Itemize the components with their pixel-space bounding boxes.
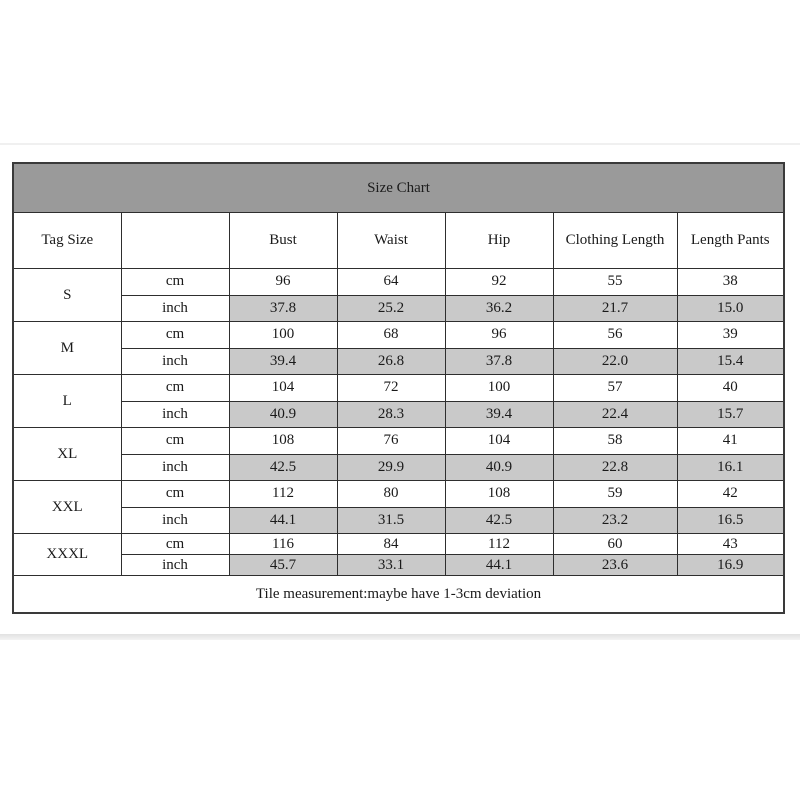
value-cell: 55: [553, 269, 677, 296]
value-cell: 22.0: [553, 348, 677, 375]
table-row-inch: [13, 454, 784, 481]
card-bottom-shadow: [0, 634, 800, 640]
value-cell: 15.7: [677, 401, 784, 428]
value-cell: 100: [229, 322, 337, 349]
value-cell: 76: [337, 428, 445, 455]
value-cell: 16.1: [677, 454, 784, 481]
tag-size-cell: XXL: [13, 481, 121, 534]
size-chart-table: [12, 162, 785, 614]
value-cell: 45.7: [229, 555, 337, 576]
value-cell: 28.3: [337, 401, 445, 428]
value-cell: 64: [337, 269, 445, 296]
table-row-cm: [13, 481, 784, 508]
unit-cell: cm: [121, 269, 229, 296]
value-cell: 42.5: [445, 507, 553, 534]
value-cell: 59: [553, 481, 677, 508]
header-tag-size: Tag Size: [13, 213, 121, 269]
value-cell: 39.4: [229, 348, 337, 375]
header-bust: Bust: [229, 213, 337, 269]
table-row-inch: [13, 555, 784, 576]
value-cell: 104: [229, 375, 337, 402]
value-cell: 40.9: [445, 454, 553, 481]
tag-size-cell: M: [13, 322, 121, 375]
unit-cell: inch: [121, 401, 229, 428]
tag-size-cell: XXXL: [13, 534, 121, 576]
size-rows: [13, 269, 784, 576]
header-row: [13, 213, 784, 269]
value-cell: 25.2: [337, 295, 445, 322]
header-unit: [121, 213, 229, 269]
value-cell: 29.9: [337, 454, 445, 481]
value-cell: 21.7: [553, 295, 677, 322]
card-top-edge: [0, 143, 800, 145]
value-cell: 112: [229, 481, 337, 508]
value-cell: 58: [553, 428, 677, 455]
value-cell: 43: [677, 534, 784, 555]
value-cell: 96: [229, 269, 337, 296]
value-cell: 36.2: [445, 295, 553, 322]
value-cell: 38: [677, 269, 784, 296]
value-cell: 22.8: [553, 454, 677, 481]
value-cell: 23.2: [553, 507, 677, 534]
value-cell: 23.6: [553, 555, 677, 576]
value-cell: 56: [553, 322, 677, 349]
table-row-inch: [13, 507, 784, 534]
value-cell: 80: [337, 481, 445, 508]
table-row-cm: [13, 375, 784, 402]
value-cell: 37.8: [445, 348, 553, 375]
unit-cell: cm: [121, 375, 229, 402]
value-cell: 42: [677, 481, 784, 508]
value-cell: 84: [337, 534, 445, 555]
table-row-cm: [13, 269, 784, 296]
header-waist: Waist: [337, 213, 445, 269]
header-clothing-length: Clothing Length: [553, 213, 677, 269]
value-cell: 37.8: [229, 295, 337, 322]
table-row-inch: [13, 401, 784, 428]
value-cell: 72: [337, 375, 445, 402]
value-cell: 22.4: [553, 401, 677, 428]
value-cell: 112: [445, 534, 553, 555]
tag-size-cell: L: [13, 375, 121, 428]
unit-cell: cm: [121, 322, 229, 349]
value-cell: 41: [677, 428, 784, 455]
value-cell: 57: [553, 375, 677, 402]
value-cell: 16.5: [677, 507, 784, 534]
table-row-cm: [13, 428, 784, 455]
value-cell: 40: [677, 375, 784, 402]
unit-cell: inch: [121, 295, 229, 322]
value-cell: 15.4: [677, 348, 784, 375]
value-cell: 39.4: [445, 401, 553, 428]
value-cell: 33.1: [337, 555, 445, 576]
value-cell: 60: [553, 534, 677, 555]
value-cell: 42.5: [229, 454, 337, 481]
chart-title: Size Chart: [13, 163, 784, 213]
value-cell: 116: [229, 534, 337, 555]
value-cell: 44.1: [445, 555, 553, 576]
tag-size-cell: S: [13, 269, 121, 322]
value-cell: 44.1: [229, 507, 337, 534]
value-cell: 31.5: [337, 507, 445, 534]
unit-cell: cm: [121, 481, 229, 508]
value-cell: 104: [445, 428, 553, 455]
table-row-cm: [13, 534, 784, 555]
value-cell: 100: [445, 375, 553, 402]
table-row-cm: [13, 322, 784, 349]
unit-cell: cm: [121, 534, 229, 555]
value-cell: 108: [445, 481, 553, 508]
value-cell: 40.9: [229, 401, 337, 428]
unit-cell: inch: [121, 348, 229, 375]
unit-cell: inch: [121, 555, 229, 576]
unit-cell: inch: [121, 507, 229, 534]
value-cell: 96: [445, 322, 553, 349]
table-row-inch: [13, 295, 784, 322]
value-cell: 92: [445, 269, 553, 296]
unit-cell: inch: [121, 454, 229, 481]
tag-size-cell: XL: [13, 428, 121, 481]
header-hip: Hip: [445, 213, 553, 269]
value-cell: 68: [337, 322, 445, 349]
value-cell: 16.9: [677, 555, 784, 576]
header-length-pants: Length Pants: [677, 213, 784, 269]
measurement-note: Tile measurement:maybe have 1-3cm deviation: [13, 576, 784, 614]
unit-cell: cm: [121, 428, 229, 455]
table-row-inch: [13, 348, 784, 375]
value-cell: 39: [677, 322, 784, 349]
value-cell: 15.0: [677, 295, 784, 322]
value-cell: 108: [229, 428, 337, 455]
value-cell: 26.8: [337, 348, 445, 375]
